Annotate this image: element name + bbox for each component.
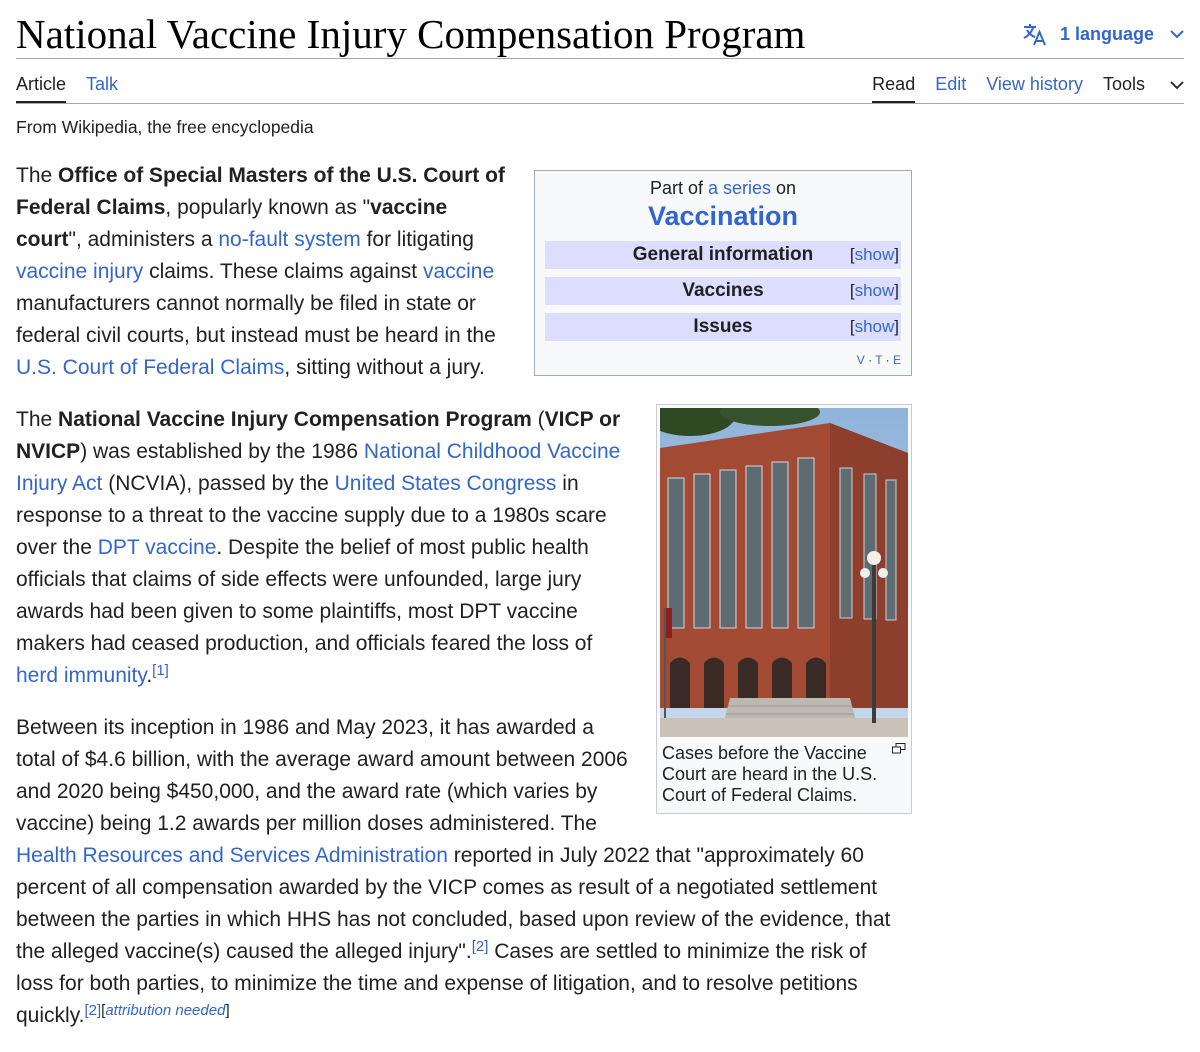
tab-talk[interactable]: Talk — [86, 74, 119, 94]
wiki-link[interactable]: vaccine — [422, 260, 495, 283]
tools-menu[interactable] — [1103, 70, 1184, 102]
infobox-figure — [656, 404, 912, 814]
navbox-series-line: Part of a series on — [649, 178, 797, 198]
text-run: Cases are settled to minimize the risk of loss for both parties, to minimize the time and expense of litigation, and to resolve petitions quickly. — [16, 940, 867, 1027]
citation — [472, 938, 489, 955]
attribution-needed-tag: [attribution needed] — [101, 1002, 230, 1019]
wiki-link[interactable]: National Childhood Vaccine Injury Act — [16, 440, 621, 495]
bold-term: vaccine court — [16, 196, 448, 251]
chevron-down-icon — [1170, 29, 1184, 39]
text-run: (NCVIA), passed by the — [102, 472, 335, 495]
view-tabs — [852, 70, 1184, 104]
tabs-divider — [16, 103, 1184, 104]
title-divider — [16, 58, 1184, 59]
language-button[interactable] — [1022, 20, 1184, 48]
tagline: From Wikipedia, the free encyclopedia — [16, 117, 314, 137]
citation-link[interactable]: [2] — [84, 1002, 102, 1019]
talk-link[interactable]: T — [875, 353, 883, 367]
wiki-link[interactable]: Health Resources and Services Administration — [16, 844, 448, 867]
text-run: Between its inception in 1986 and May 2023, it has awarded a total of $4.6 billion, with the average award amount between 2006 and 2020 being $450,000, and the award rate (which varies by vaccine) being 1.2 awards per million doses administered. The — [16, 716, 628, 835]
wiki-link[interactable]: DPT vaccine — [97, 536, 217, 559]
text-run: , sitting without a jury. — [284, 356, 485, 379]
text-run: , popularly known as " — [165, 196, 371, 219]
text-run: for litigating — [360, 228, 474, 251]
wiki-link[interactable]: United States Congress — [334, 472, 557, 495]
vte-links: V · T · E — [856, 353, 901, 367]
enlarge-icon[interactable] — [892, 743, 906, 754]
show-toggle[interactable]: [show] — [849, 317, 899, 336]
wiki-link[interactable]: vaccine injury — [16, 260, 144, 283]
text-run: in response to a threat to the vaccine supply due to a 1980s scare over the — [16, 472, 607, 559]
bold-term: VICP or NVICP — [16, 408, 621, 463]
citation — [84, 1002, 101, 1019]
tab-article[interactable]: Article — [16, 70, 66, 104]
show-toggle[interactable]: [show] — [849, 281, 899, 300]
chevron-down-icon — [1170, 80, 1184, 90]
text-run: ) was established by the 1986 — [80, 440, 364, 463]
namespace-tabs — [16, 70, 138, 104]
citation-link[interactable]: [1] — [152, 662, 169, 679]
figure-caption: Cases before the Vaccine Court are heard in the U.S. Court of Federal Claims. — [660, 737, 908, 810]
translate-icon — [1022, 21, 1048, 47]
navbox-row-issues: Issues [show] — [545, 313, 901, 341]
text-run: manufacturers cannot normally be filed in state or federal civil courts, but instead must be heard in the — [16, 292, 496, 347]
wiki-link[interactable]: no-fault system — [218, 228, 361, 251]
sidebar-navbox — [534, 170, 912, 376]
attribution-needed-link[interactable]: attribution needed — [105, 1002, 226, 1019]
bold-term: Office of Special Masters of the U.S. Court of Federal Claims — [16, 164, 505, 219]
citation — [152, 662, 169, 679]
navbox-row-general-information: General information [show] — [545, 241, 901, 269]
tab-edit[interactable]: Edit — [935, 74, 967, 94]
courthouse-photo[interactable] — [660, 408, 908, 737]
language-label: 1 language — [1059, 23, 1154, 44]
series-link[interactable]: a series — [707, 178, 772, 198]
tab-view-history[interactable]: View history — [986, 74, 1083, 94]
view-link[interactable]: V — [856, 353, 865, 367]
tools-label: Tools — [1102, 74, 1145, 94]
page-title: National Vaccine Injury Compensation Program — [16, 11, 806, 57]
show-toggle[interactable]: [show] — [849, 245, 899, 264]
text-run: The — [16, 164, 59, 187]
navbox-row-vaccines: Vaccines [show] — [545, 277, 901, 305]
article-body — [16, 160, 901, 1052]
edit-link[interactable]: E — [892, 353, 901, 367]
bold-term: National Vaccine Injury Compensation Program — [58, 408, 532, 431]
wiki-link[interactable]: herd immunity — [16, 664, 147, 687]
text-run: . Despite the belief of most public health officials that claims of side effects were unfounded, large jury awards had been given to some plaintiffs, most DPT vaccine makers had ceased production, and officials feared the loss of — [16, 536, 593, 655]
wiki-link[interactable]: U.S. Court of Federal Claims — [16, 356, 285, 379]
text-run: ( — [531, 408, 545, 431]
tab-read[interactable]: Read — [872, 70, 915, 104]
citation-link[interactable]: [2] — [471, 938, 489, 955]
text-run: The — [16, 408, 59, 431]
navbox-title[interactable]: Vaccination — [647, 201, 799, 231]
text-run: ", administers a — [68, 228, 219, 251]
text-run: claims. These claims against — [143, 260, 423, 283]
text-run: reported in July 2022 that "approximately 60 percent of all compensation awarded by the VICP comes as result of a negotiated settlement between the parties in which HHS has not concluded, based upon review of the evidence, that the alleged vaccine(s) caused the alleged injury". — [16, 844, 891, 963]
text-run: . — [146, 664, 153, 687]
